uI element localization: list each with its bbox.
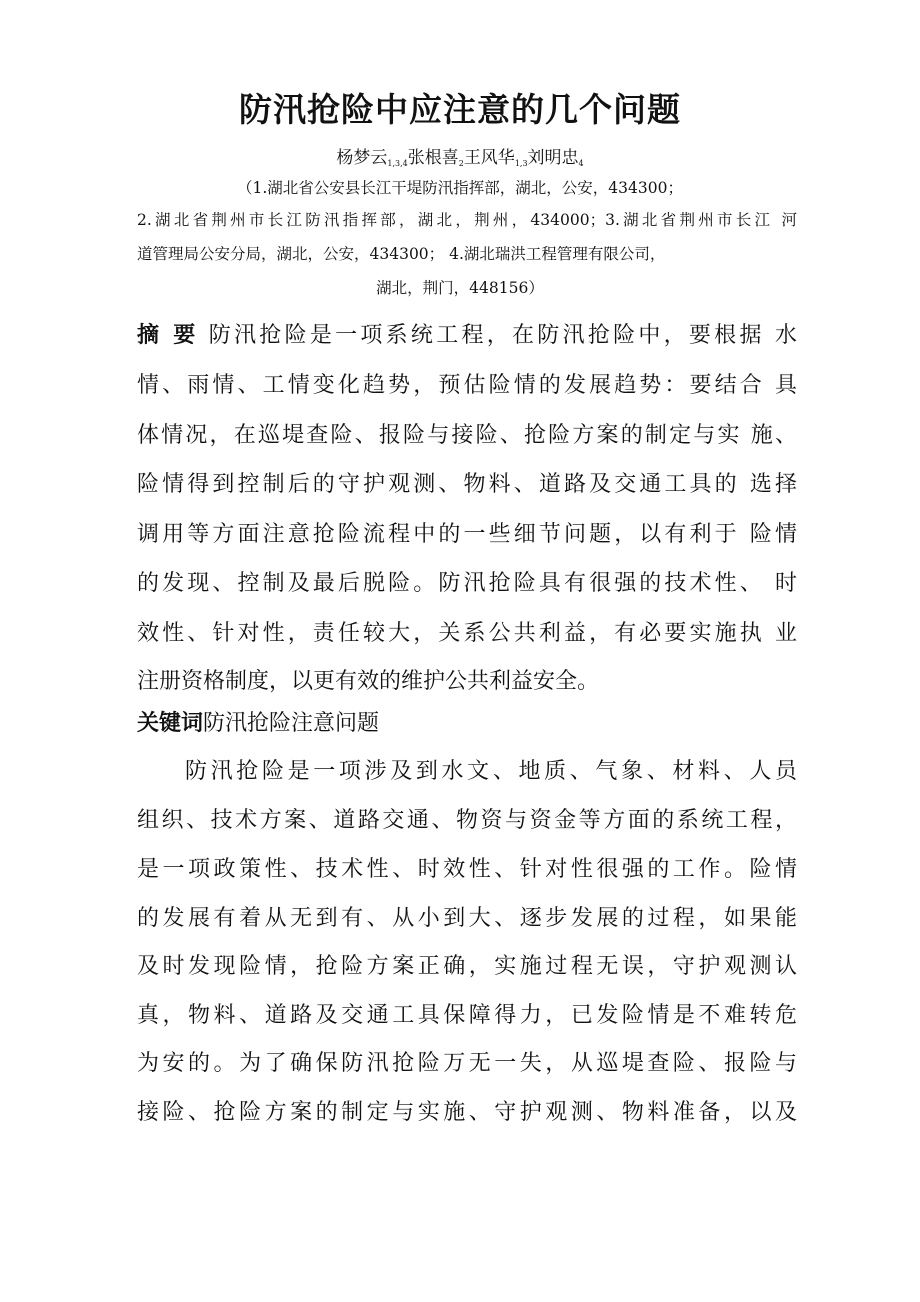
document-title: 防汛抢险中应注意的几个问题	[239, 90, 681, 129]
body-line: 防汛抢险是一项涉及到水文、地质、气象、材料、人员	[185, 759, 797, 784]
author-name: 张根喜	[407, 148, 459, 168]
body-line: 组织、技术方案、道路交通、物资与资金等方面的系统工程，	[137, 808, 797, 833]
author-affiliation-marker: 2	[458, 159, 464, 168]
keywords-text: 防汛抢险注意问题	[203, 711, 380, 736]
body-line: 接险、抢险方案的制定与实施、守护观测、物料准备，以及	[137, 1100, 797, 1125]
abstract-text: 防汛抢险是一项系统工程，在防汛抢险中，要根据 水	[198, 323, 797, 348]
author-list	[0, 146, 920, 176]
abstract-line: 情、雨情、工情变化趋势，预估险情的发展趋势：要结合 具	[137, 373, 797, 398]
body-line: 的发展有着从无到有、从小到大、逐步发展的过程，如果能	[137, 906, 797, 931]
abstract-line: 险情得到控制后的守护观测、物料、道路及交通工具的 选择	[137, 472, 797, 497]
body-line: 是一项政策性、技术性、时效性、针对性很强的工作。险情	[137, 857, 797, 882]
abstract-line: 调用等方面注意抢险流程中的一些细节问题，以有利于 险情	[137, 522, 797, 547]
author-name: 王风华	[463, 148, 515, 168]
author-affiliation-marker: 4	[578, 159, 584, 168]
abstract-line	[137, 320, 797, 352]
body-line: 及时发现险情，抢险方案正确，实施过程无误，守护观测认	[137, 954, 797, 979]
abstract-line: 注册资格制度，以更有效的维护公共利益安全。	[137, 669, 600, 694]
abstract-line: 效性、针对性，责任较大，关系公共利益，有必要实施执 业	[137, 621, 797, 646]
affiliation-line: 道管理局公安分局，湖北，公安，434300； 4.湖北瑞洪工程管理有限公司，	[137, 245, 666, 263]
affiliation-line: （1.湖北省公安县长江干堤防汛指挥部，湖北，公安，434300；	[237, 179, 683, 197]
keywords-line	[137, 708, 797, 740]
author-name: 刘明忠	[527, 148, 579, 168]
keywords-label: 关键词	[137, 711, 204, 736]
author-affiliation-marker: 1,3	[514, 159, 528, 168]
body-line: 为安的。为了确保防汛抢险万无一失，从巡堤查险、报险与	[137, 1051, 797, 1076]
affiliation-line: 2.湖北省荆州市长江防汛指挥部，湖北，荆州，434000；3.湖北省荆州市长江 河	[137, 211, 797, 229]
affiliation-line: 湖北，荆门，448156）	[376, 279, 544, 297]
author-affiliation-marker: 1,3,4	[387, 159, 408, 168]
abstract-label: 摘 要	[137, 323, 199, 348]
abstract-line: 体情况，在巡堤查险、报险与接险、抢险方案的制定与实 施、	[137, 423, 797, 448]
abstract-line: 的发现、控制及最后脱险。防汛抢险具有很强的技术性、 时	[137, 571, 797, 596]
body-line: 真，物料、道路及交通工具保障得力，已发险情是不难转危	[137, 1003, 797, 1028]
author-name: 杨梦云	[336, 148, 388, 168]
